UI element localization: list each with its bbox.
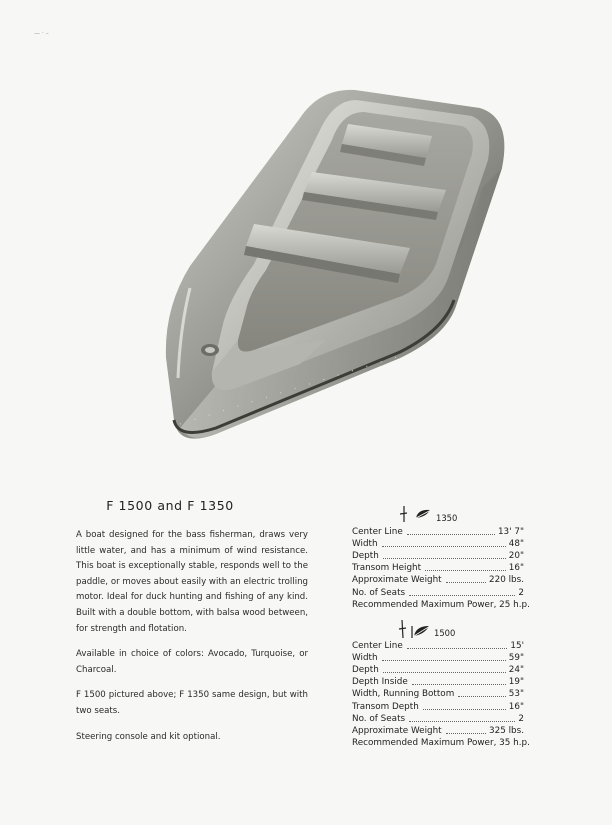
spec-row: [352, 725, 524, 737]
spec-row: [352, 550, 524, 562]
spec-value: 325 lbs.: [489, 725, 524, 736]
leader-dots: [407, 534, 495, 535]
spec-label: Transom Depth: [352, 701, 419, 712]
spec-label: Depth: [352, 665, 379, 676]
spec-label: Approximate Weight: [352, 575, 442, 586]
spec-label: Width: [352, 653, 378, 664]
spec-header: [352, 504, 524, 526]
spec-row: [352, 664, 524, 676]
corner-mark: — · –: [34, 30, 49, 37]
spec-label: Width: [352, 539, 378, 550]
leader-dots: [458, 696, 505, 697]
spec-value: 48": [508, 539, 524, 550]
spec-label: Transom Height: [352, 563, 422, 574]
spec-label: Width, Running Bottom: [352, 689, 455, 700]
spec-row: [352, 586, 524, 598]
spec-row: [352, 700, 524, 712]
spec-row: [352, 688, 524, 700]
spec-value: 20": [508, 551, 524, 562]
description-paragraph: Steering console and kit optional.: [76, 731, 221, 742]
f-logo-icon: [396, 618, 434, 642]
leader-dots: [409, 721, 515, 722]
description: [76, 528, 308, 755]
spec-label: Depth: [352, 551, 379, 562]
spec-row: [352, 538, 524, 550]
spec-value: 16": [508, 563, 524, 574]
model-number: 1500: [434, 628, 456, 638]
spec-value: 59": [508, 653, 524, 664]
spec-value: 24": [508, 665, 524, 676]
power-note: Recommended Maximum Power, 35 h.p.: [352, 737, 530, 748]
leader-dots: [446, 733, 486, 734]
page-title: F 1500 and F 1350: [106, 498, 234, 513]
spec-label: No. of Seats: [352, 587, 406, 598]
spec-row: [352, 713, 524, 725]
leader-dots: [412, 684, 506, 685]
spec-label: Approximate Weight: [352, 725, 442, 736]
leader-dots: [425, 570, 506, 571]
description-paragraph: A boat designed for the bass fisherman, draws very little water, and has a minimum of wind resistance. This boat is exceptionally stable, responds well to the paddle, or moves about easily with an electric trolling motor. Ideal for duck hunting and fishing of any kind. Built with a double bottom, with balsa wood between, for strength and flotation.: [76, 530, 308, 634]
spec-value: 13' 7": [497, 527, 524, 538]
spec-value: 15': [510, 641, 524, 652]
power-note: Recommended Maximum Power, 25 h.p.: [352, 599, 530, 610]
spec-header: [352, 618, 524, 640]
leader-dots: [407, 648, 508, 649]
leader-dots: [382, 660, 506, 661]
specs-f1350: [352, 504, 530, 611]
leader-dots: [423, 709, 506, 710]
boat-photo: [150, 78, 520, 450]
leader-dots: [409, 595, 515, 596]
specs-f1500: [352, 618, 530, 749]
spec-value: 19": [508, 677, 524, 688]
spec-value: 220 lbs.: [489, 575, 524, 586]
spec-label: No. of Seats: [352, 713, 406, 724]
spec-row: [352, 676, 524, 688]
spec-label: Center Line: [352, 527, 403, 538]
spec-value: 2: [518, 587, 524, 598]
description-paragraph: F 1500 pictured above; F 1350 same design, but with two seats.: [76, 690, 308, 716]
leader-dots: [383, 672, 506, 673]
f-logo-icon: [396, 504, 434, 526]
spec-value: 2: [518, 713, 524, 724]
spec-row: [352, 526, 524, 538]
leader-dots: [383, 558, 506, 559]
spec-row: [352, 640, 524, 652]
spec-row: [352, 562, 524, 574]
leader-dots: [382, 546, 506, 547]
spec-label: Center Line: [352, 641, 403, 652]
model-number: 1350: [436, 513, 458, 523]
spec-label: Depth Inside: [352, 677, 408, 688]
leader-dots: [446, 582, 486, 583]
spec-value: 53": [508, 689, 524, 700]
description-paragraph: Available in choice of colors: Avocado, Turquoise, or Charcoal.: [76, 649, 308, 675]
spec-value: 16": [508, 701, 524, 712]
spec-row: [352, 574, 524, 586]
spec-row: [352, 652, 524, 664]
